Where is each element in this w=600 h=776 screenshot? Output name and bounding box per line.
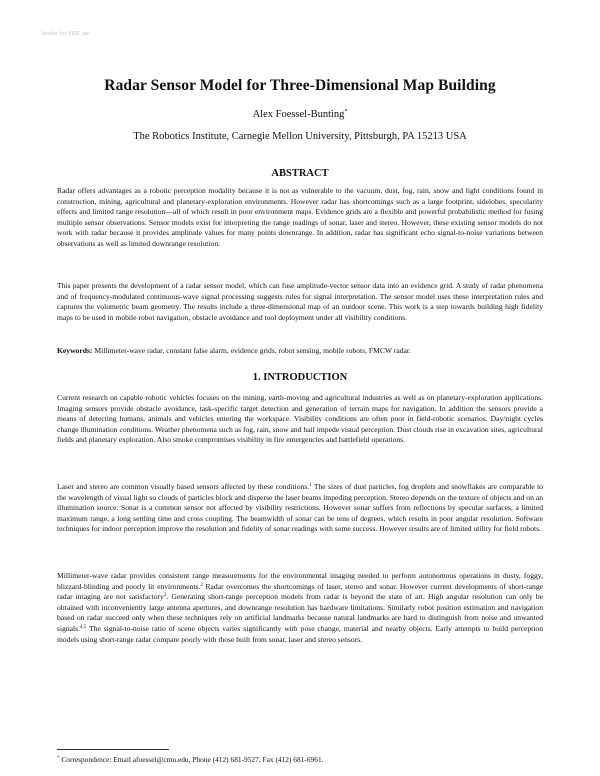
citation-ref: 2 (200, 582, 203, 588)
affiliation: The Robotics Institute, Carnegie Mellon University, Pittsburgh, PA 15213 USA (133, 131, 467, 142)
abstract-paragraph-1: Radar offers advantages as a robotic perception modality because it is not as vulnerable to the vacuum, dust, fog, rain, snow and light conditions found in construction, mining, agricultural and planetary-exploration environments. However radar has shortcomings such as a large footprint, sidelobes, specularity effects and limited range resolution—all of which result in poor environment maps. Evidence grids are a flexible and powerful probabilistic method for fusing multiple sensor observations. Sensor models exist for interpreting the range readings of sonar, laser and stereo. However, these existing sensor models do not work with radar because it provides amplitude values for many points downrange. In addition, radar has significant echo signal-to-noise variations between observations as well as limited downrange resolution. (57, 186, 543, 248)
abstract-paragraph-2: This paper presents the development of a radar sensor model, which can fuse amplitude-vector sensor data into an evidence grid. A study of radar phenomena and of frequency-modulated continuous-wave signal processing suggests rules for signal interpretation. The sensor model uses these interpretation rules and captures the volumetric beam geometry. The results include a three-dimensional map of an outdoor scene. This work is a step towards building high fidelity maps to be used in mobile robot navigation, obstacle avoidance and tool deployment under all visibility conditions. (57, 281, 543, 322)
introduction-heading: 1. INTRODUCTION (252, 372, 348, 383)
intro-p2-text-a: Laser and stereo are common visually based sensors affected by these conditions. (57, 482, 310, 491)
footnote (57, 755, 543, 765)
footnote-divider (57, 749, 169, 750)
intro-p3-text-b: Radar overcomes the shortcomings of laser, stereo and sonar. However current developments of short-range radar imaging are not satisfactory (57, 581, 544, 602)
intro-p2-text-b: The sizes of dust particles, fog droplets and snowflakes are comparable to the wavelength of visual light so clouds of particles block and disperse the laser beams impeding perception. Stereo depends on the texture of objects and on an illumination source. Sonar is a common sensor not affected by visibility restrictions. However sonar suffers from reflections by specular surfaces, a limited maximum range, a long settling time and cross coupling. The beamwidth of sonar can be tens of degrees, which results in poor angular resolution. Software techniques for indoor perception improve the resolution and fidelity of sonar readings with some success. However results are of limited utility for field robots. (57, 482, 543, 534)
keywords-label: Keywords: (57, 346, 93, 355)
citation-ref: 3 (163, 593, 167, 599)
author-footnote-marker: * (344, 109, 348, 115)
intro-p3-text-a: Millimeter-wave radar provides consistent range measurements for the environmental imaging needed to perform autonomous operations in dusty, foggy, blizzard-blinding and poorly lit environments. (57, 571, 543, 591)
header-note: header for SPIE use (42, 31, 90, 37)
citation-ref: 4,5 (80, 624, 87, 630)
keywords (57, 346, 543, 357)
intro-p3-text-d: The signal-to-noise ratio of scene objects varies significantly with pose change, material and nearby objects. Early attempts to build perception models using short-range radar compare poorly with those built from sonar, laser and stereo sensors. (57, 623, 543, 644)
introduction-paragraph-1: Current research on capable robotic vehicles focuses on the mining, earth-moving and agricultural industries as well as on planetary-exploration applications. Imaging sensors provide obstacle avoidance, task-specific target detection and generation of terrain maps for navigation. In addition the sensors provide a means of detecting humans, animals and vehicles entering the workspace. Visibility conditions are often poor in field-robotic scenarios. Day/night cycles change illumination conditions. Weather phenomena such as fog, rain, snow and hail impede visual perception. Dust clouds rise in excavation sites, agricultural fields and planetary exploration. Also smoke compromises visibility in fire emergencies and battlefield operations. (57, 393, 543, 445)
author-line (0, 109, 600, 120)
citation-ref: 1 (309, 483, 312, 488)
footnote-text: Correspondence: Email afoessel@cmu.edu, Phone (412) 681-9527, Fax (412) 681-6961. (59, 755, 324, 764)
introduction-paragraph-2 (57, 482, 543, 535)
paper-title: Radar Sensor Model for Three-Dimensional Map Building (104, 77, 496, 94)
intro-p3-text-c: . Generating short-range perception models from radar is beyond the state of art. High angular resolution can only be obtained with inconveniently large antenna apertures, and downrange resolution has hardware limitations. Similarly robot position estimation and navigation based on radar succeed only when these techniques rely on artificial landmarks because natural landmarks are hard to distinguish from noise and unwanted signals. (57, 592, 543, 633)
keywords-text: Millimeter-wave radar, constant false alarm, evidence grids, robot sensing, mobile robots, FMCW radar. (94, 346, 411, 355)
introduction-paragraph-3 (57, 571, 543, 645)
footnote-marker: * (57, 756, 60, 761)
abstract-heading: ABSTRACT (271, 168, 329, 179)
author-name: Alex Foessel-Bunting (252, 109, 345, 120)
